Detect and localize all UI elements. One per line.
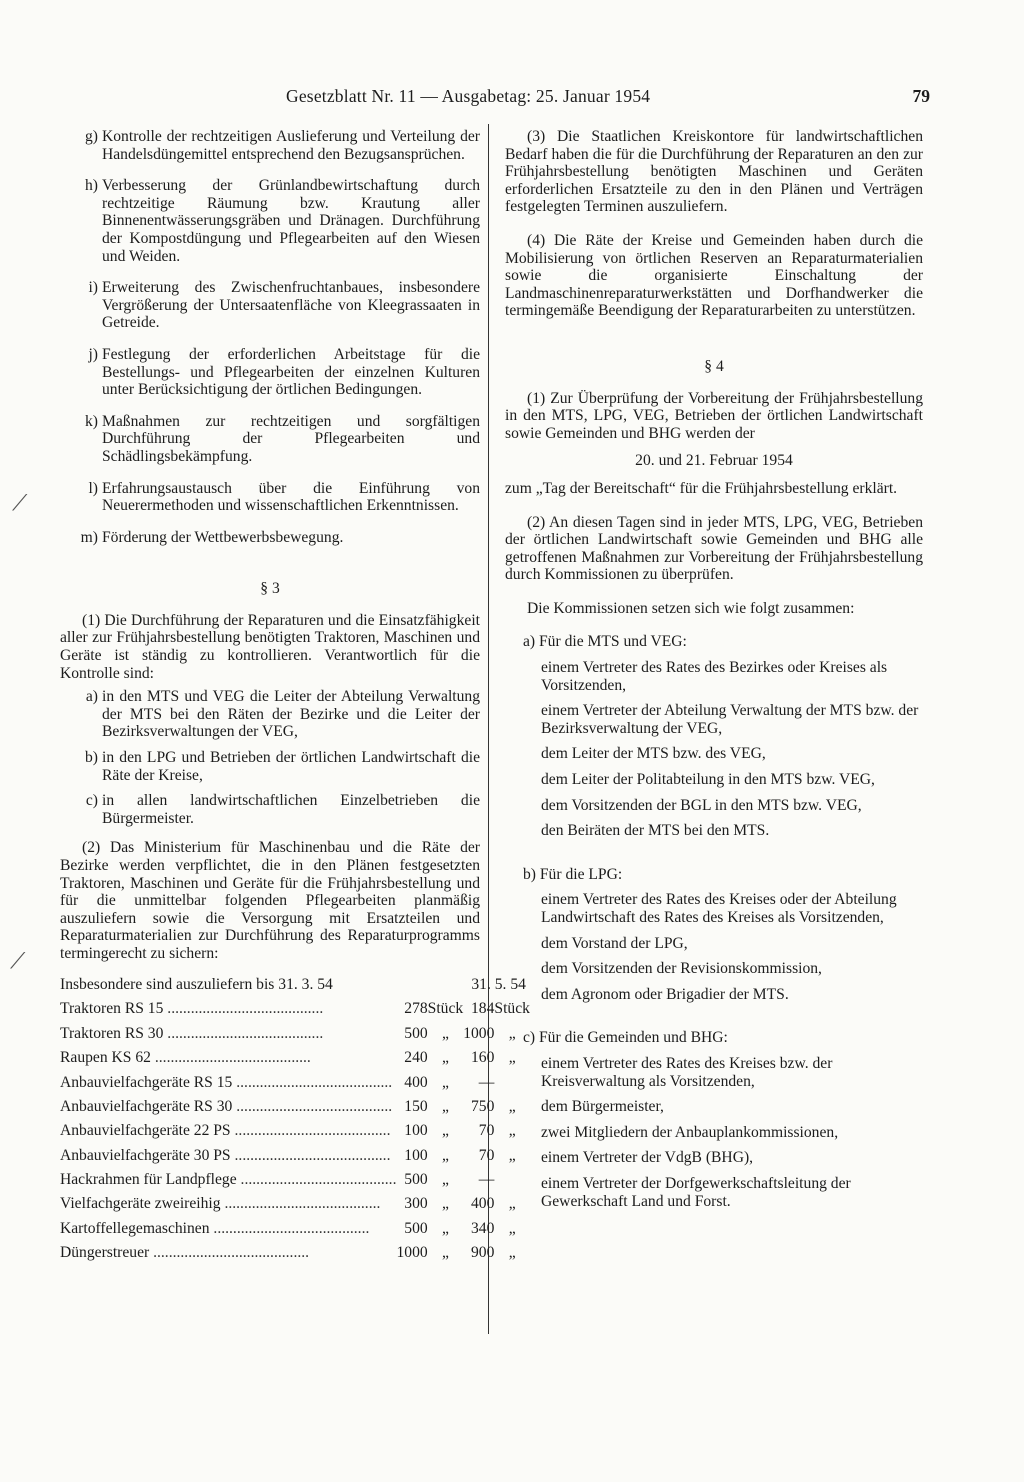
list-item: g) Kontrolle der rechtzeitigen Auslieferung und Verteilung der Handelsdüngemittel entsprechend den Bezugsansprüchen. (85, 128, 480, 163)
right-column (505, 128, 923, 1218)
table-cell: „ (508, 1195, 516, 1213)
table-cell: „ (441, 1024, 449, 1042)
machine-name: Anbauvielfachgeräte RS 15 ........................................ (60, 1073, 393, 1091)
list-item: einem Vertreter der Abteilung Verwaltung der MTS bzw. der Bezirksverwaltung der VEG, (541, 702, 919, 737)
table-cell: 500 (404, 1024, 428, 1042)
list-item: c) in allen landwirtschaftlichen Einzelbetrieben die Bürgermeister. (85, 792, 480, 827)
list-item: einem Vertreter des Rates des Bezirkes oder Kreises als Vorsitzenden, (541, 659, 888, 694)
list-item: einem Vertreter der VdgB (BHG), (541, 1149, 754, 1167)
list-item: dem Vorsitzenden der BGL in den MTS bzw. VEG, (541, 796, 862, 814)
group-heading: c) Für die Gemeinden und BHG: (523, 1029, 728, 1047)
table-row (60, 1046, 530, 1070)
paragraph: (3) Die Staatlichen Kreiskontore für landwirtschaftlichen Bedarf haben die für die Durchführung der Reparaturen an den zur Frühjahrsbestellung benötigten Maschinen und Geräten erforderlichen Ersatzteile zu den in den Plänen und Verträgen festgelegten Terminen auszuliefern. (505, 128, 923, 216)
list-item: dem Agronom oder Brigadier der MTS. (541, 985, 789, 1003)
table-header: Insbesondere sind auszuliefern bis 31. 3. 54 31. 5. 54 (60, 975, 526, 993)
table-cell: 400 (471, 1195, 495, 1213)
list-item: einem Vertreter des Rates des Kreises oder der Abteilung Landwirtschaft des Rates des Kreises als Vorsitzenden, (541, 891, 897, 926)
machine-name: Anbauvielfachgeräte 30 PS ........................................ (60, 1146, 391, 1164)
table-row (60, 1021, 530, 1045)
list-item: dem Vorsitzenden der Revisionskommission, (541, 960, 822, 978)
machine-name: Raupen KS 62 ........................................ (60, 1049, 311, 1067)
paragraph: (1) Die Durchführung der Reparaturen und die Einsatzfähigkeit aller zur Frühjahrsbestellung benötigten Traktoren, Maschinen und Geräte ist ständig zu kontrollieren. Verantwortlich für die Kontrolle sind: (60, 611, 480, 682)
table-cell: Stück (494, 1000, 530, 1018)
page-header (60, 86, 930, 114)
machine-name: Hackrahmen für Landpflege ........................................ (60, 1171, 397, 1189)
table-cell: 300 (404, 1195, 428, 1213)
machine-name: Kartoffellegemaschinen ........................................ (60, 1219, 370, 1237)
table-row (60, 1119, 530, 1143)
table-cell: 500 (404, 1219, 428, 1237)
machine-name: Anbauvielfachgeräte 22 PS ........................................ (60, 1122, 391, 1140)
page-number: 79 (912, 86, 930, 106)
table-cell: „ (441, 1244, 449, 1262)
paragraph: (2) An diesen Tagen sind in jeder MTS, LPG, VEG, Betrieben der örtlichen Landwirtschaft sowie Gemeinden und BHG alle getroffenen Maßnahmen zur Vorbereitung der Frühjahrsbestellung durch Kommissionen zu überprüfen. (505, 513, 923, 584)
table-cell: „ (441, 1122, 449, 1140)
machine-name: Anbauvielfachgeräte RS 30 ........................................ (60, 1097, 393, 1115)
table-cell: 1000 (463, 1024, 495, 1042)
list-item: l) Erfahrungsaustausch über die Einführung von Neuerermethoden und wissenschaftlichen Erkenntnissen. (88, 479, 480, 515)
margin-mark-icon: ⟋ (12, 490, 28, 515)
table-cell: 900 (471, 1244, 495, 1262)
table-cell: „ (441, 1073, 449, 1091)
table-cell: „ (508, 1219, 516, 1237)
table-cell: „ (441, 1219, 449, 1237)
table-cell: 160 (471, 1049, 495, 1067)
table-cell: „ (441, 1171, 449, 1189)
list-item: k) Maßnahmen zur rechtzeitigen und sorgfältigen Durchführung der Pflegearbeiten und Schädlingsbekämpfung. (85, 412, 480, 465)
table-cell: 184 (471, 1000, 495, 1018)
table-cell: 340 (471, 1219, 495, 1237)
group-heading: b) Für die LPG: (523, 865, 623, 883)
table-row (60, 1192, 530, 1216)
date-line: 20. und 21. Februar 1954 (635, 452, 793, 470)
list-item: i) Erweiterung des Zwischenfruchtanbaues, insbesondere Vergrößerung der Untersaatenfläche von Kleegrassaaten in Getreide. (88, 279, 480, 332)
table-cell: „ (508, 1049, 516, 1067)
paragraph: Die Kommissionen setzen sich wie folgt zusammen: (527, 599, 855, 617)
list-item: b) in den LPG und Betrieben der örtlichen Landwirtschaft die Räte der Kreise, (85, 749, 480, 784)
table-cell: Stück (427, 1000, 464, 1018)
list-item: dem Leiter der MTS bzw. des VEG, (541, 745, 766, 763)
table-cell: „ (508, 1024, 516, 1042)
table-row (60, 1095, 530, 1119)
group-heading: a) Für die MTS und VEG: (523, 633, 687, 651)
list-item: dem Leiter der Politabteilung in den MTS bzw. VEG, (541, 771, 875, 789)
table-cell: 500 (404, 1171, 428, 1189)
table-cell: 400 (404, 1073, 428, 1091)
table-cell: 70 (478, 1146, 495, 1164)
list-item: zwei Mitgliedern der Anbauplankommissionen, (541, 1123, 839, 1141)
table-cell: „ (508, 1122, 516, 1140)
table-row (60, 1216, 530, 1240)
section-heading-4: § 4 (704, 357, 724, 375)
delivery-table (60, 973, 530, 1266)
table-cell: — (478, 1171, 495, 1189)
list-item: j) Festlegung der erforderlichen Arbeitstage für die Bestellungs- und Pflegearbeiten der einzelnen Kulturen unter Berücksichtigung der örtlichen Bedingungen. (88, 345, 480, 399)
paragraph: (2) Das Ministerium für Maschinenbau und die Räte der Bezirke werden verpflichtet, die in den Plänen festgesetzten Traktoren, Maschinen und Geräte für die Frühjahrsbestellung und für die unmittelbar folgenden Pflegearbeiten planmäßig auszuliefern sowie die Versorgung mit Ersatzteilen und Reparaturmaterialien zur Durchführung des Reparaturprogramms termingerecht zu sichern: (60, 839, 480, 962)
list-item: dem Bürgermeister, (541, 1098, 664, 1116)
table-cell: 70 (478, 1122, 495, 1140)
commission-group (505, 633, 923, 839)
table-cell: — (478, 1073, 495, 1091)
table-cell: 1000 (396, 1244, 428, 1262)
list-item: h) Verbesserung der Grünlandbewirtschaftung durch rechtzeitige Räumung bzw. Krautung aller Binnenentwässerungsgräben und Dränagen. Durchführung der Kompostdüngung und Pflegearbeiten auf den Wiesen und Weiden. (85, 177, 480, 265)
paragraph: (4) Die Räte der Kreise und Gemeinden haben durch die Mobilisierung von örtlichen Reserven an Reparaturmaterialien sowie die organisierte Einschaltung der Landmaschinenreparaturwerkstätten und Dorfhandwerker die termingemäße Beendigung der Reparaturarbeiten zu unterstützen. (505, 231, 923, 320)
table-cell: „ (441, 1195, 449, 1213)
machine-name: Düngerstreuer ........................................ (60, 1244, 310, 1262)
left-column (60, 128, 530, 1265)
list-item: m) Förderung der Wettbewerbsbewegung. (80, 528, 344, 546)
table-cell: „ (508, 1244, 516, 1262)
table-cell: 278 (404, 1000, 428, 1018)
header-title: Gesetzblatt Nr. 11 — Ausgabetag: 25. Januar 1954 (286, 86, 651, 106)
table-cell: 150 (404, 1097, 428, 1115)
machine-name: Traktoren RS 30 ........................................ (60, 1024, 324, 1042)
table-cell: 240 (404, 1049, 428, 1067)
table-cell: „ (441, 1049, 449, 1067)
table-cell: „ (441, 1097, 449, 1115)
paragraph: zum „Tag der Bereitschaft“ für die Frühjahrsbestellung erklärt. (505, 479, 898, 497)
machine-name: Vielfachgeräte zweireihig ........................................ (60, 1195, 381, 1213)
margin-mark-icon: ⟋ (10, 948, 26, 973)
list-item: einem Vertreter des Rates des Kreises bzw. der Kreisverwaltung als Vorsitzenden, (541, 1054, 833, 1090)
table-row (60, 1143, 530, 1167)
table-row (60, 1168, 530, 1192)
table-cell: „ (508, 1146, 516, 1164)
table-cell: „ (508, 1097, 516, 1115)
section-heading-3: § 3 (260, 580, 280, 598)
table-cell: „ (441, 1146, 449, 1164)
commission-group (505, 1029, 923, 1210)
list-item: a) in den MTS und VEG die Leiter der Abteilung Verwaltung der MTS bei den Räten der Bezirke und die Leiter der Bezirksverwaltungen der VEG, (85, 688, 480, 741)
machine-name: Traktoren RS 15 ........................................ (60, 1000, 324, 1018)
list-item: einem Vertreter der Dorfgewerkschaftsleitung der Gewerkschaft Land und Forst. (541, 1174, 851, 1210)
table-cell: 100 (404, 1146, 428, 1164)
list-item: den Beiräten der MTS bei den MTS. (541, 822, 770, 840)
table-row (60, 1241, 530, 1265)
commission-group (505, 866, 923, 1004)
paragraph: (1) Zur Überprüfung der Vorbereitung der Frühjahrsbestellung in den MTS, LPG, VEG, Betrieben der örtlichen Landwirtschaft sowie Gemeinden und BHG werden der (505, 389, 923, 442)
list-item: dem Vorstand der LPG, (541, 934, 688, 952)
table-cell: 750 (471, 1097, 495, 1115)
table-row (60, 997, 530, 1021)
table-row (60, 1070, 530, 1094)
table-cell: 100 (404, 1122, 428, 1140)
